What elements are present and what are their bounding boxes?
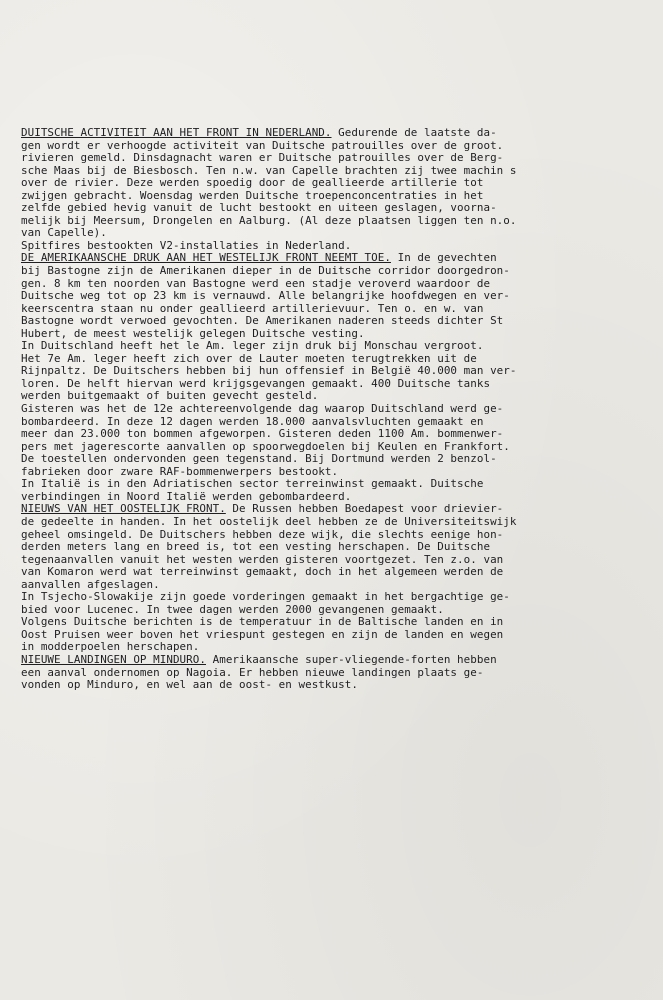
- section-text: De Russen hebben Boedapest voor drievier-: [225, 503, 504, 516]
- section-heading: DUITSCHE ACTIVITEIT AAN HET FRONT IN NEDERLAND.: [21, 127, 332, 139]
- text-line: keerscentra staan nu onder geallieerd artillerievuur. Ten o. en w. van: [21, 302, 484, 315]
- text-line: bombardeerd. In deze 12 dagen werden 18.000 aanvalsvluchten gemaakt en: [21, 415, 484, 428]
- section-westelijk-front: [21, 252, 653, 503]
- text-line: meer dan 23.000 ton bommen afgeworpen. Gisteren deden 1100 Am. bommenwer-: [21, 428, 504, 441]
- text-line: Spitfires bestookten V2-installaties in Nederland.: [21, 239, 352, 252]
- section-heading: DE AMERIKAANSCHE DRUK AAN HET WESTELIJK FRONT NEEMT TOE.: [21, 252, 391, 265]
- text-line: Gisteren was het de 12e achtereenvolgende dag waarop Duitschland werd ge-: [21, 403, 504, 416]
- text-line: Duitsche weg tot op 23 km is vernauwd. Alle belangrijke hoofdwegen en ver-: [21, 290, 510, 303]
- text-line: derden meters lang en breed is, tot een vesting herschapen. De Duitsche: [21, 541, 491, 554]
- text-line: zwijgen gebracht. Woensdag werden Duitsche troepenconcentraties in het: [21, 189, 484, 202]
- text-line: in modderpoelen herschapen.: [21, 641, 200, 654]
- text-line: De toestellen ondervonden geen tegenstand. Bij Dortmund werden 2 benzol-: [21, 453, 497, 466]
- text-line: pers met jagerescorte aanvallen op spoorwegdoelen bij Keulen en Frankfort.: [21, 440, 510, 453]
- text-line: sche Maas bij de Biesbosch. Ten n.w. van Capelle brachten zij twee machin s: [21, 164, 517, 177]
- text-line: In Duitschland heeft het le Am. leger zijn druk bij Monschau vergroot.: [21, 340, 484, 353]
- text-line: melijk bij Meersum, Drongelen en Aalburg. (Al deze plaatsen liggen ten n.o.: [21, 214, 517, 227]
- section-first-line: [21, 252, 653, 265]
- section-text: Gedurende de laatste da-: [331, 127, 497, 139]
- text-line: van Komaron werd wat terreinwinst gemaakt, doch in het algemeen werden de: [21, 566, 504, 579]
- section-first-line: [21, 127, 653, 140]
- text-line: Rijnpaltz. De Duitschers hebben bij hun offensief in België 40.000 man ver-: [21, 365, 517, 378]
- text-line: werden buitgemaakt of buiten gevecht gesteld.: [21, 390, 319, 403]
- text-line: een aanval ondernomen op Nagoia. Er hebben nieuwe landingen plaats ge-: [21, 666, 484, 679]
- text-line: de gedeelte in handen. In het oostelijk deel hebben ze de Universiteitswijk: [21, 515, 517, 528]
- text-line: In Italië is in den Adriatischen sector terreinwinst gemaakt. Duitsche: [21, 478, 484, 491]
- text-line: aanvallen afgeslagen.: [21, 578, 160, 591]
- text-line: rivieren gemeld. Dinsdagnacht waren er Duitsche patrouilles over de Berg-: [21, 152, 504, 165]
- text-line: gen. 8 km ten noorden van Bastogne werd een stadje veroverd waardoor de: [21, 277, 491, 290]
- typewritten-bulletin: [21, 127, 653, 692]
- section-front-nederland: [21, 127, 653, 252]
- section-heading: NIEUWS VAN HET OOSTELIJK FRONT.: [21, 503, 226, 516]
- text-line: gen wordt er verhoogde activiteit van Duitsche patrouilles over de groot.: [21, 139, 504, 152]
- text-line: Volgens Duitsche berichten is de temperatuur in de Baltische landen en in: [21, 616, 504, 629]
- section-first-line: [21, 654, 653, 667]
- text-line: In Tsjecho-Slowakije zijn goede vorderingen gemaakt in het bergachtige ge-: [21, 591, 510, 604]
- text-line: van Capelle).: [21, 227, 107, 240]
- section-minduro: [21, 654, 653, 692]
- text-line: bied voor Lucenec. In twee dagen werden 2000 gevangenen gemaakt.: [21, 603, 444, 616]
- text-line: Het 7e Am. leger heeft zich over de Lauter moeten terugtrekken uit de: [21, 352, 477, 365]
- text-line: Hubert, de meest westelijk gelegen Duitsche vesting.: [21, 327, 365, 340]
- text-line: loren. De helft hiervan werd krijgsgevangen gemaakt. 400 Duitsche tanks: [21, 377, 491, 390]
- text-line: verbindingen in Noord Italië werden gebombardeerd.: [21, 490, 352, 503]
- section-heading: NIEUWE LANDINGEN OP MINDURO.: [21, 653, 206, 666]
- section-text: Amerikaansche super-vliegende-forten hebben: [206, 653, 497, 666]
- section-oostelijk-front: [21, 503, 653, 654]
- text-line: over de rivier. Deze werden spoedig door de geallieerde artillerie tot: [21, 177, 484, 190]
- text-line: vonden op Minduro, en wel aan de oost- en westkust.: [21, 679, 358, 692]
- text-line: zelfde gebied hevig vanuit de lucht bestookt en uiteen geslagen, voorna-: [21, 202, 497, 215]
- text-line: Oost Pruisen weer boven het vriespunt gestegen en zijn de landen en wegen: [21, 628, 504, 641]
- text-line: geheel omsingeld. De Duitschers hebben deze wijk, die slechts eenige hon-: [21, 528, 504, 541]
- text-line: fabrieken door zware RAF-bommenwerpers bestookt.: [21, 465, 339, 478]
- section-text: In de gevechten: [390, 252, 497, 265]
- section-first-line: [21, 503, 653, 516]
- text-line: bij Bastogne zijn de Amerikanen dieper in de Duitsche corridor doorgedron-: [21, 265, 510, 278]
- text-line: tegenaanvallen vanuit het westen werden gisteren voortgezet. Ten z.o. van: [21, 553, 504, 566]
- text-line: Bastogne wordt verwoed gevochten. De Amerikanen naderen steeds dichter St: [21, 315, 504, 328]
